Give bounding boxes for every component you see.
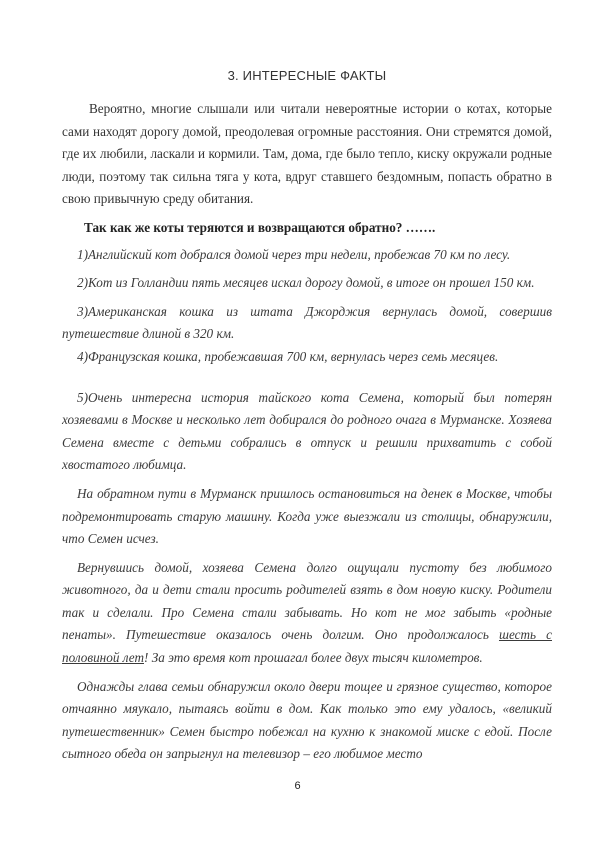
- page-number: 6: [294, 780, 301, 792]
- fact-3: 3)Американская кошка из штата Джорджия вернулась домой, совершив путешествие длиной в 320 км.: [62, 303, 552, 342]
- fact-4: 4)Французская кошка, пробежавшая 700 км, вернулась через семь месяцев.: [77, 348, 499, 364]
- section-title: 3. ИНТЕРЕСНЫЕ ФАКТЫ: [227, 68, 387, 83]
- underlined-duration: шесть с половиной лет: [62, 627, 552, 666]
- story-paragraph-3: [62, 557, 552, 670]
- intro-paragraph: Вероятно, многие слышали или читали невероятные истории о котах, которые сами находят дорогу домой, преодолевая огромные расстояния. Они стремятся домой, где их любили, ласкали и кормили. Там, дома, где было тепло, киску окружали родные люди, поэтому так сильна тяга у кота, вдруг ставшего бездомным, попасть обратно в свою привычную среду обитания.: [62, 101, 552, 207]
- fact-2: 2)Кот из Голландии пять месяцев искал дорогу домой, в итоге он прошел 150 км.: [77, 275, 535, 291]
- story-paragraph-2: На обратном пути в Мурманск пришлось остановиться на денек в Москве, чтобы подремонтировать старую машину. Когда уже выезжали из столицы, обнаружили, что Семен исчез.: [62, 485, 552, 547]
- story-paragraph-3-end: ! За это время кот прошагал более двух тысяч километров.: [144, 650, 483, 666]
- question-heading: Так как же коты теряются и возвращаются обратно? …….: [84, 219, 436, 235]
- story-paragraph-3-start: Вернувшись домой, хозяева Семена долго ощущали пустоту без любимого животного, да и дети стали просить родителей взять в дом новую киску. Родители так и сделали. Про Семена стали забывать. Но кот не мог забыть «родные пенаты». Путешествие оказалось очень долгим. Оно продолжалось: [62, 559, 552, 643]
- page-content: [62, 68, 552, 766]
- story-paragraph-1: 5)Очень интересна история тайского кота Семена, который был потерян хозяевами в Москве и несколько лет добирался до родного очага в Мурманске. Хозяева Семена вместе с детьми собрались в отпуск и решили прихватить с собой хвостатого любимца.: [62, 389, 552, 473]
- story-paragraph-4: Однажды глава семьи обнаружил около двери тощее и грязное существо, которое отчаянно мяукало, пытаясь войти в дом. Как только это ему удалось, «великий путешественник» Семен быстро побежал на кухню к знакомой миске с едой. После сытного обеда он запрыгнул на телевизор – его любимое место: [62, 678, 552, 762]
- fact-1: 1)Английский кот добрался домой через три недели, пробежав 70 км по лесу.: [77, 246, 511, 262]
